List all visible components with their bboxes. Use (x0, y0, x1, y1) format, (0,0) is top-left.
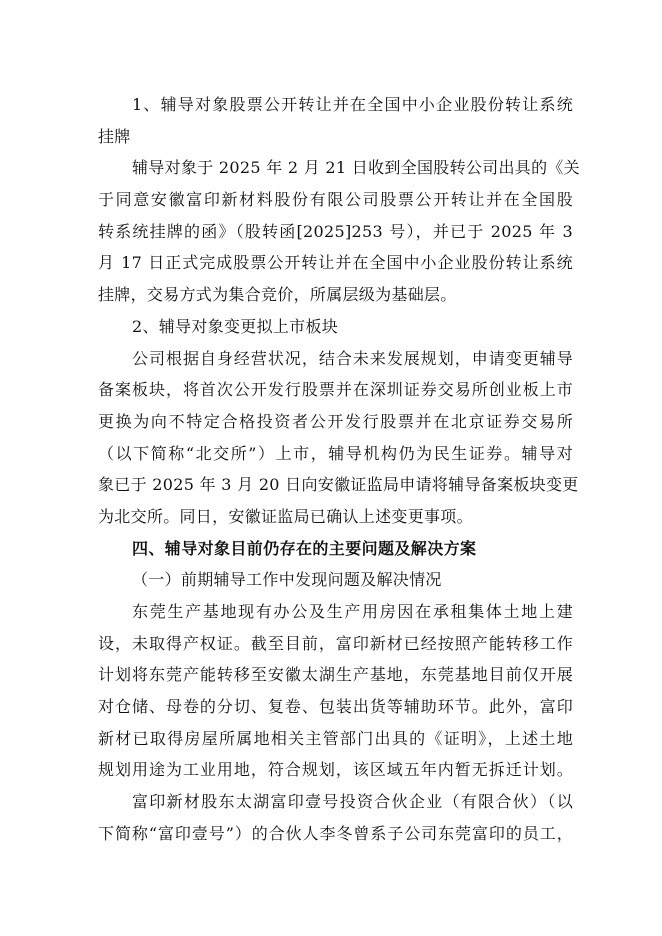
text-line: 公司根据自身经营状况，结合未来发展规划，申请变更辅导 (132, 348, 573, 368)
section-heading: 四、辅导对象目前仍存在的主要问题及解决方案 (132, 538, 477, 558)
text-line: 象已于 2025 年 3 月 20 日向安徽证监局申请将辅导备案板块变更 (98, 475, 579, 495)
text-line: 备案板块，将首次公开发行股票并在深圳证券交易所创业板上市 (98, 380, 573, 400)
text-line: 下简称“富印壹号”）的合伙人李冬曾系子公司东莞富印的员工， (98, 823, 573, 843)
text-line: 2、辅导对象变更拟上市板块 (132, 316, 339, 336)
text-line: （以下简称“北交所”）上市，辅导机构仍为民生证券。辅导对 (98, 443, 573, 463)
text-line: 新材已取得房屋所属地相关主管部门出具的《证明》，上述土地 (98, 728, 573, 748)
text-line: 更换为向不特定合格投资者公开发行股票并在北京证券交易所 (98, 411, 573, 431)
text-line: 对仓储、母卷的分切、复卷、包装出货等辅助环节。此外，富印 (98, 697, 573, 717)
text-line: 挂牌，交易方式为集合竞价，所属层级为基础层。 (98, 285, 457, 305)
text-line: （一）前期辅导工作中发现问题及解决情况 (132, 570, 442, 590)
text-line: 辅导对象于 2025 年 2 月 21 日收到全国股转公司出具的《关 (132, 158, 580, 178)
text-line: 富印新材股东太湖富印壹号投资合伙企业（有限合伙）（以 (132, 792, 573, 812)
text-line: 规划用途为工业用地，符合规划，该区域五年内暂无拆迁计划。 (98, 760, 573, 780)
document-body (98, 89, 580, 850)
text-line: 于同意安徽富印新材料股份有限公司股票公开转让并在全国股 (98, 190, 573, 210)
text-line: 计划将东莞产能转移至安徽太湖生产基地，东莞基地目前仅开展 (98, 665, 573, 685)
text-line: 转系统挂牌的函》（股转函[2025]253 号），并已于 2025 年 3 (98, 221, 573, 241)
text-line: 1、辅导对象股票公开转让并在全国中小企业股份转让系统 (132, 95, 573, 114)
text-line: 东莞生产基地现有办公及生产用房因在承租集体土地上建 (132, 602, 573, 621)
text-line: 为北交所。同日，安徽证监局已确认上述变更事项。 (98, 506, 473, 526)
text-line: 设，未取得产权证。截至目前，富印新材已经按照产能转移工作 (98, 633, 573, 653)
text-line: 月 17 日正式完成股票公开转让并在全国中小企业股份转让系统 (98, 253, 573, 273)
text-line: 挂牌 (98, 126, 131, 146)
